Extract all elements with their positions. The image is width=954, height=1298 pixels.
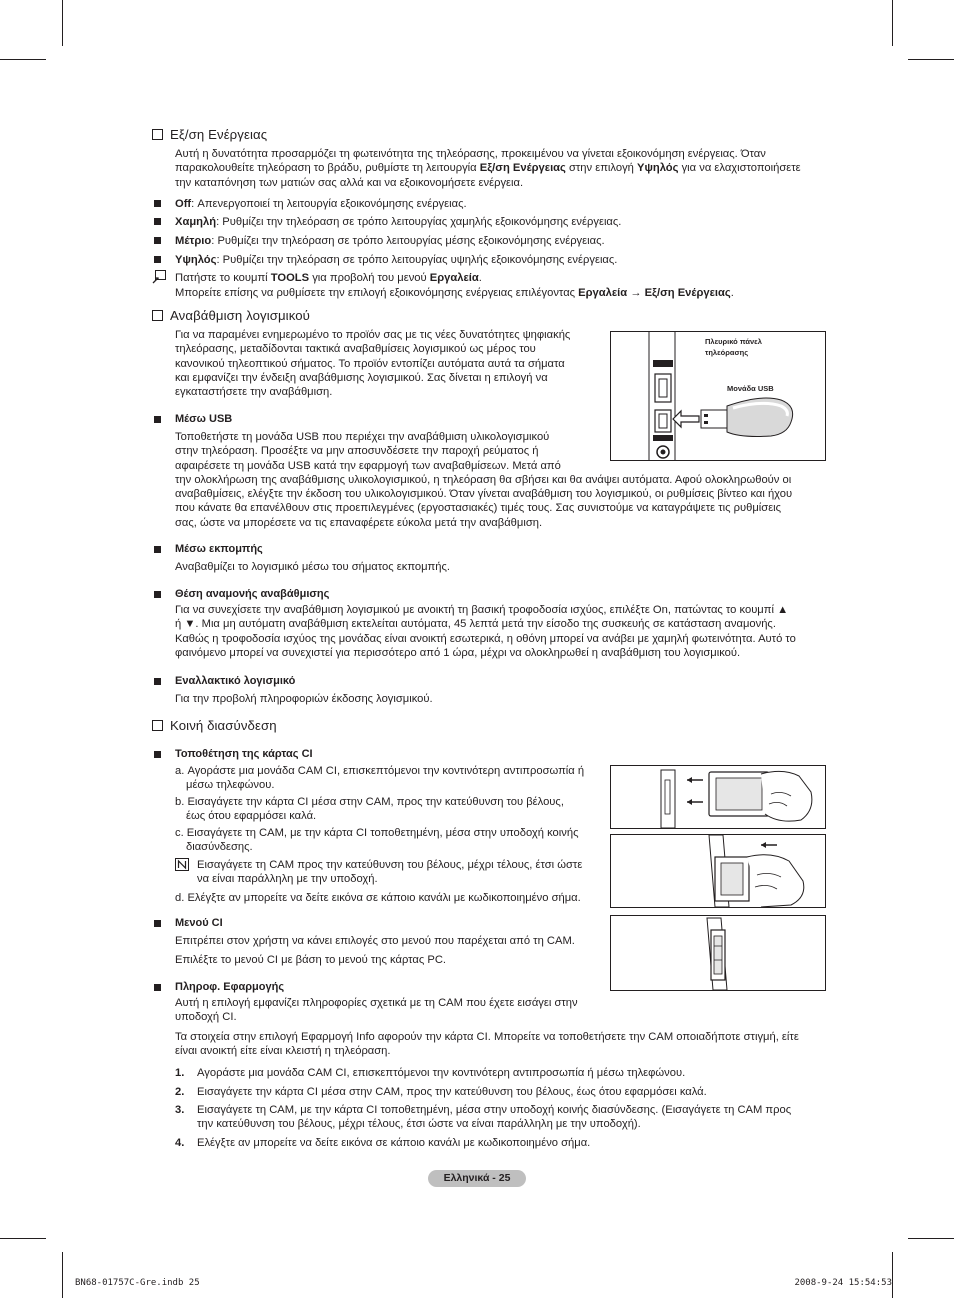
ci-figure-3 [610, 915, 826, 991]
note-line: να είναι παράλληλη με την υποδοχή. [197, 873, 378, 886]
cam-insert-illustration [611, 835, 825, 907]
text-run: Πατήστε το κουμπί [175, 272, 271, 284]
bullet-square-icon [154, 751, 161, 758]
checkbox-bullet-icon [152, 129, 163, 140]
ci-step [175, 764, 605, 793]
text-run: . [730, 287, 734, 300]
cam-card-illustration [611, 766, 825, 828]
text-run-bold: Εργαλεία → Εξ/ση Ενέργειας [578, 287, 731, 300]
energy-item [175, 215, 621, 229]
usb-line: Τοποθετήστε τη μονάδα USB που περιέχει την αναβάθμιση υλικολογισμικού [175, 431, 550, 443]
item-number: 3. [175, 1104, 185, 1116]
bullet-square-icon [154, 218, 161, 225]
menu-text: Επιλέξτε το μενού CI με βάση το μενού της κάρτας PC. [175, 954, 447, 966]
item-line: Ελέγξτε αν μπορείτε να δείτε εικόνα σε κάποιο κανάλι με κωδικοποιημένο σήμα. [197, 1137, 591, 1149]
item-text [175, 1136, 825, 1150]
usb-line: αφαιρέσετε τη μονάδα USB κατά την εφαρμογή των αναβαθμίσεων. Μετά από [175, 459, 561, 472]
text-run-bold: Εργαλεία [429, 272, 479, 284]
footer-timestamp: 2008-9-24 15:54:53 [794, 1278, 892, 1288]
text-run: παρακολουθείτε τηλεόραση το βράδυ, ρυθμίστε τη λειτουργία [175, 162, 480, 175]
bullet-square-icon [154, 678, 161, 685]
broadcast-title: Μέσω εκπομπής [175, 543, 263, 555]
crop-mark [892, 1252, 893, 1298]
update-intro-line: τηλεόρασης, μεταδίδονται τακτικά αναβαθμίσεις λογισμικού ως μέρος του [175, 343, 536, 356]
section-title-ci [152, 718, 277, 733]
term: Χαμηλή [175, 216, 217, 228]
note-icon [175, 858, 189, 871]
ci-step-d: d. Ελέγξτε αν μπορείτε να δείτε εικόνα σε κάποιο κανάλι με κωδικοποιημένο σήμα. [175, 892, 581, 904]
ci-figure-2 [610, 834, 826, 908]
usb-line: που κάνατε θα επανέλθουν στις προεπιλεγμένες (εργοστασιακές) τιμές τους. Σας συνιστούμε να καταγράψετε τις ρυθμίσεις [175, 502, 782, 515]
step-line: μέσω τηλεφώνου. [186, 779, 275, 792]
ci-step [175, 826, 605, 855]
bullet-square-icon [154, 416, 161, 423]
text-run: : Ρυθμίζει την τηλεόραση σε τρόπο λειτουργίας μέσης εξοικονόμησης ενέργειας. [211, 235, 605, 247]
crop-mark [892, 0, 893, 46]
text-run-bold: Εξ/ση Ενέργειας [479, 162, 566, 175]
update-title: Αναβάθμιση λογισμικού [170, 308, 310, 323]
energy-item [175, 253, 617, 267]
step-line: c. Εισαγάγετε τη CAM, με την κάρτα CI τοποθετημένη, μέσα στην υποδοχή κοινής [175, 827, 579, 839]
card-title: Τοποθέτηση της κάρτας CI [175, 748, 313, 760]
item-text [175, 1066, 825, 1080]
standby-line: φαινόμενο μπορεί να συνεχιστεί για περισσότερο από 1 ώρα, μέχρι να ολοκληρωθεί η αναβάθμιση του λογισμικού. [175, 646, 741, 659]
ci-title: Κοινή διασύνδεση [170, 718, 277, 733]
usb-fig-label-panel [705, 336, 762, 358]
energy-intro-line: Αυτή η δυνατότητα προσαρμόζει τη φωτεινότητα της τηλεόρασης, προκειμένου να γίνεται εξοικονόμηση ενέργειας. Όταν [175, 148, 766, 160]
item-text [175, 1085, 825, 1099]
info-title: Πληροφ. Εφαρμογής [175, 981, 285, 993]
tools-line [175, 271, 734, 285]
tools-line [175, 286, 734, 300]
energy-item [175, 197, 467, 211]
energy-intro-line: την καταπόνηση των ματιών σας αλλά και να εξοικονομήσετε ενέργεια. [175, 176, 524, 189]
checkbox-bullet-icon [152, 720, 163, 731]
item-line: την κατεύθυνση του βέλους, μέχρι τέλους, έτσι ώστε να είναι παράλληλη με την υποδοχή). [197, 1118, 641, 1131]
bullet-square-icon [154, 546, 161, 553]
alt-title: Εναλλακτικό λογισμικό [175, 675, 296, 687]
label-line: Πλευρικό πάνελ [705, 337, 762, 346]
numbered-item [175, 1136, 825, 1150]
item-text [175, 1103, 825, 1132]
term: Off [175, 198, 192, 210]
footer-file: BN68-01757C-Gre.indb 25 [75, 1278, 200, 1288]
energy-intro [175, 147, 835, 190]
usb-line: την ολοκλήρωση της αναβάθμισης υλικολογισμικού, η τηλεόραση θα σβήσει και θα ανάψει αυτόματα. Αφού ολοκληρωθούν οι [175, 473, 792, 486]
bullet-square-icon [154, 200, 161, 207]
cam-slot-illustration [611, 916, 825, 990]
update-intro-line: Για να παραμένει ενημερωμένο το προϊόν σας με τις νέες δυνατότητες ψηφιακής [175, 329, 571, 341]
update-intro-line: κανονικού τηλεοπτικού σήματος. Το προϊόν εντοπίζει αυτόματα αυτά τα σήματα [175, 357, 565, 370]
tools-icon [152, 270, 167, 284]
usb-line: αναβαθμίσεις, ελέγξτε την έκδοση του υλικολογισμικού. Όταν γίνεται αναβάθμιση του λογισμικού, οι ρυθμίσεις βίντεο και ήχου [175, 488, 793, 501]
ci-step [175, 795, 605, 824]
item-line: Αγοράστε μια μονάδα CAM CI, επισκεπτόμενοι την κοντινότερη αντιπροσωπία ή μέσω τηλεφώνου. [197, 1067, 686, 1079]
text-run: . [478, 272, 482, 284]
page-number-badge: Ελληνικά - 25 [428, 1170, 526, 1187]
standby-line: Για να συνεχίσετε την αναβάθμιση λογισμικού με ανοικτή τη βασική τροφοδοσία ισχύος, επιλέξτε On, πατώντας το κουμπί ▲ [175, 604, 789, 616]
bullet-square-icon [154, 984, 161, 991]
step-line: έως ότου εφαρμόσει καλά. [186, 810, 317, 823]
crop-mark [0, 1238, 46, 1239]
bullet-square-icon [154, 920, 161, 927]
text-run: Μπορείτε επίσης να ρυθμίσετε την επιλογή εξοικονόμησης ενέργειας επιλέγοντας [175, 287, 579, 300]
energy-title: Εξ/ση Ενέργειας [170, 127, 268, 142]
alt-text: Για την προβολή πληροφοριών έκδοσης λογισμικού. [175, 693, 433, 705]
numbered-item [175, 1103, 825, 1132]
item-number: 1. [175, 1067, 185, 1079]
update-intro [175, 328, 600, 399]
text-run-bold: Υψηλός [637, 162, 679, 175]
item-line: Εισαγάγετε τη CAM, με την κάρτα CI τοποθετημένη, μέσα στην υποδοχή κοινής διασύνδεσης. (Εισαγάγετε τη CAM προς [197, 1104, 792, 1116]
text-run: στην επιλογή [565, 162, 637, 175]
item-number: 2. [175, 1086, 185, 1098]
usb-title: Μέσω USB [175, 413, 233, 425]
ci-figure-1 [610, 765, 826, 829]
text-run-bold: TOOLS [270, 272, 310, 284]
term: Υψηλός [175, 254, 217, 266]
text-run: : Ρυθμίζει την τηλεόραση σε τρόπο λειτουργίας υψηλής εξοικονόμησης ενέργειας. [216, 254, 618, 266]
numbered-item [175, 1085, 825, 1099]
crop-mark [62, 0, 63, 46]
crop-mark [0, 59, 46, 60]
item-number: 4. [175, 1137, 185, 1149]
tools-note [175, 271, 734, 301]
standby-line: Καθώς η τροφοδοσία ισχύος της μονάδας είναι ανοικτή εσωτερικά, η οθόνη μπορεί να ανάβει με χαμηλή φωτεινότητα. Αυτό το [175, 632, 796, 645]
info-line: είναι ανοικτή είτε είναι κλειστή η τηλεόραση. [175, 1045, 391, 1058]
crop-mark [62, 1252, 63, 1298]
crop-mark [908, 1238, 954, 1239]
broadcast-text: Αναβαθμίζει το λογισμικό μέσω του σήματος εκπομπής. [175, 561, 450, 573]
step-line: a. Αγοράστε μια μονάδα CAM CI, επισκεπτόμενοι την κοντινότερη αντιπροσωπία ή [175, 765, 585, 777]
info-body-a [175, 996, 605, 1025]
step-line: διασύνδεσης. [186, 841, 253, 854]
standby-body [175, 603, 830, 660]
info-body-b [175, 1030, 830, 1059]
term: Μέτριο [175, 235, 212, 247]
update-intro-line: εγκαταστήσετε την αναβάθμιση. [175, 386, 333, 399]
menu-title: Μενού CI [175, 917, 223, 929]
energy-item [175, 234, 605, 248]
usb-fig-label-usb: Μονάδα USB [727, 384, 774, 393]
energy-intro-line [175, 161, 835, 175]
checkbox-bullet-icon [152, 310, 163, 321]
text-run: : Απενεργοποιεί τη λειτουργία εξοικονόμησης ενέργειας. [191, 198, 467, 210]
section-title-energy [152, 127, 267, 142]
bullet-square-icon [154, 591, 161, 598]
info-line: υποδοχή CI. [175, 1011, 237, 1024]
step-line: b. Εισαγάγετε την κάρτα CI μέσα στην CAM, προς την κατεύθυνση του βέλους, [175, 796, 564, 808]
text-run: : Ρυθμίζει την τηλεόραση σε τρόπο λειτουργίας χαμηλής εξοικονόμησης ενέργειας. [216, 216, 622, 228]
section-title-update [152, 308, 310, 323]
usb-line: στην τηλεόραση. Προσέξτε να μην αποσυνδέσετε την παροχή ρεύματος ή [175, 445, 539, 458]
standby-title: Θέση αναμονής αναβάθμισης [175, 588, 330, 600]
numbered-item [175, 1066, 825, 1080]
item-line: Εισαγάγετε την κάρτα CI μέσα στην CAM, προς την κατεύθυνση του βέλους, έως ότου εφαρμόσει καλά. [197, 1086, 707, 1098]
label-line: τηλεόρασης [705, 348, 749, 357]
ci-note [197, 858, 607, 887]
standby-line: ή ▼. Μια μη αυτόματη αναβάθμιση εκτελείται αυτόματα, 45 λεπτά μετά την είσοδο της συσκευής σε κατάσταση αναμονής. [175, 618, 776, 631]
bullet-square-icon [154, 237, 161, 244]
info-line: Τα στοιχεία στην επιλογή Εφαρμογή Info αφορούν την κάρτα CI. Μπορείτε να τοποθετήσετε την CAM οποιαδήποτε στιγμή, είτε [175, 1031, 799, 1043]
crop-mark [908, 59, 954, 60]
update-intro-line: και εμφανίζει την ένδειξη αναβάθμισης λογισμικού. Σας δίνεται η επιλογή να [175, 371, 548, 384]
usb-body [175, 430, 825, 530]
bullet-square-icon [154, 256, 161, 263]
note-line: Εισαγάγετε τη CAM προς την κατεύθυνση του βέλους, μέχρι τέλους, έτσι ώστε [197, 859, 583, 871]
usb-line: σας, ώστε να μπορέσετε να τις επαναφέρετε εύκολα μετά την αναβάθμιση. [175, 516, 543, 529]
menu-text: Επιτρέπει στον χρήστη να κάνει επιλογές στο μενού που παρέχεται από τη CAM. [175, 935, 575, 947]
text-run: για προβολή του μενού [309, 272, 430, 284]
info-line: Αυτή η επιλογή εμφανίζει πληροφορίες σχετικά με τη CAM που έχετε εισάγει στην [175, 997, 578, 1009]
text-run: για να ελαχιστοποιήσετε [678, 162, 801, 175]
